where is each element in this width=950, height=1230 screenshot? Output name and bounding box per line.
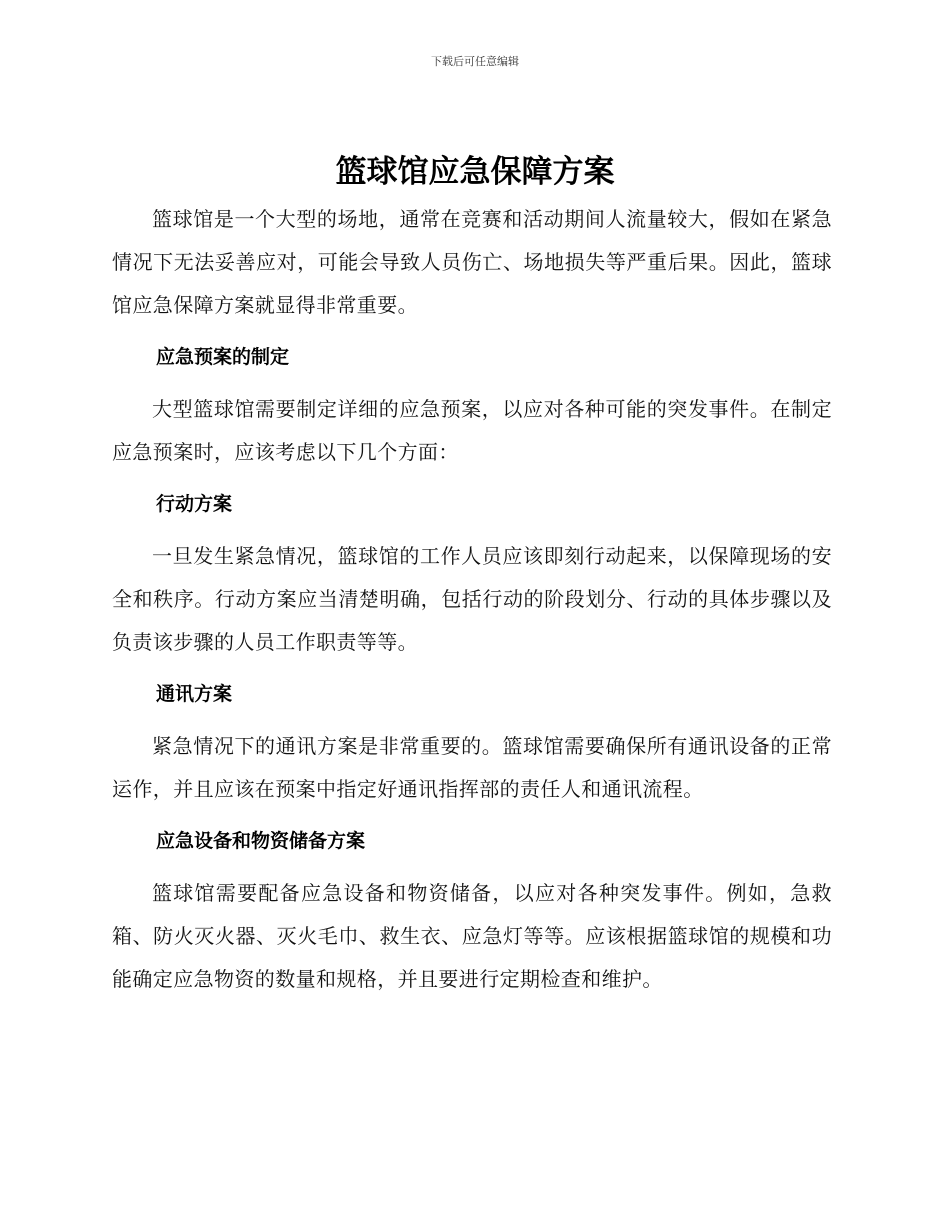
section-body-plan: 大型篮球馆需要制定详细的应急预案，以应对各种可能的突发事件。在制定应急预案时，应该考虑以下几个方面： bbox=[112, 397, 832, 464]
header-note: 下载后可任意编辑 bbox=[431, 55, 519, 68]
document-body bbox=[112, 198, 832, 1001]
section-heading-communication: 通讯方案 bbox=[156, 683, 233, 705]
intro-paragraph: 篮球馆是一个大型的场地，通常在竞赛和活动期间人流量较大，假如在紧急情况下无法妥善应对，可能会导致人员伤亡、场地损失等严重后果。因此，篮球馆应急保障方案就显得非常重要。 bbox=[112, 207, 832, 317]
section-body-communication: 紧急情况下的通讯方案是非常重要的。篮球馆需要确保所有通讯设备的正常运作，并且应该在预案中指定好通讯指挥部的责任人和通讯流程。 bbox=[112, 734, 832, 801]
section-body-action: 一旦发生紧急情况，篮球馆的工作人员应该即刻行动起来，以保障现场的安全和秩序。行动方案应当清楚明确，包括行动的阶段划分、行动的具体步骤以及负责该步骤的人员工作职责等等。 bbox=[112, 544, 832, 654]
page-title: 篮球馆应急保障方案 bbox=[335, 154, 615, 190]
section-body-equipment: 篮球馆需要配备应急设备和物资储备，以应对各种突发事件。例如，急救箱、防火灭火器、灭火毛巾、救生衣、应急灯等等。应该根据篮球馆的规模和功能确定应急物资的数量和规格，并且要进行定期检查和维护。 bbox=[112, 881, 832, 991]
section-heading-equipment: 应急设备和物资储备方案 bbox=[156, 830, 366, 852]
section-heading-plan: 应急预案的制定 bbox=[156, 346, 290, 368]
section-heading-action: 行动方案 bbox=[156, 493, 233, 515]
